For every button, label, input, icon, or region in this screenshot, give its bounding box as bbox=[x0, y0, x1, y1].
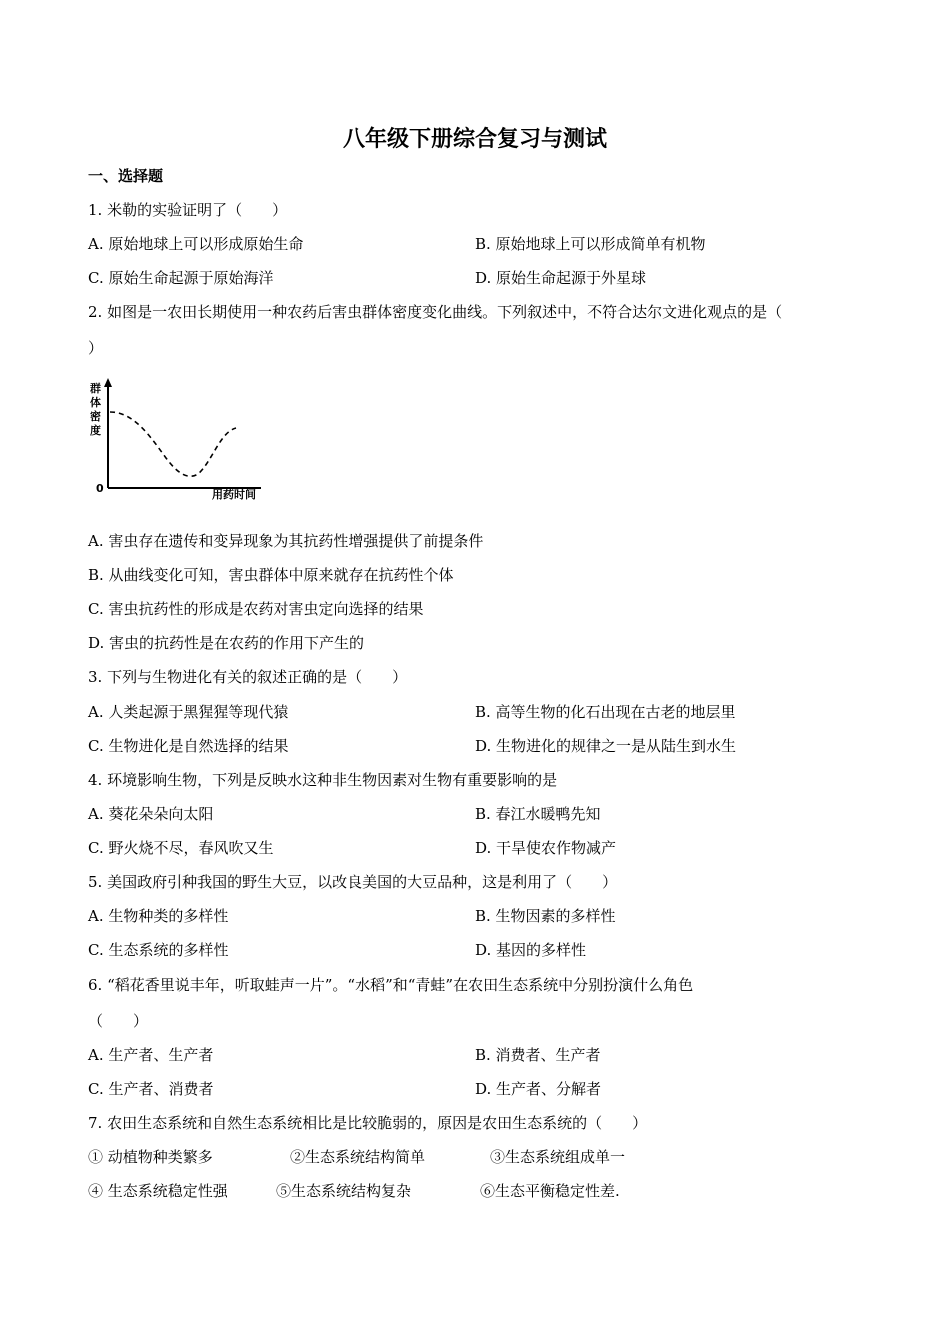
q7-item-1: ① 动植物种类繁多 bbox=[88, 1148, 213, 1166]
y-label-1: 群 bbox=[90, 382, 101, 395]
origin-label: 0 bbox=[96, 482, 104, 495]
q1-option-c: C. 原始生命起源于原始海洋 bbox=[88, 269, 274, 287]
q2-stem-end: ） bbox=[88, 339, 104, 357]
q3-option-b: B. 高等生物的化石出现在古老的地层里 bbox=[475, 703, 736, 721]
q5-option-c: C. 生态系统的多样性 bbox=[88, 941, 229, 959]
q4-stem: 4. 环境影响生物，下列是反映水这种非生物因素对生物有重要影响的是 bbox=[88, 771, 558, 789]
q4-option-b: B. 春江水暖鸭先知 bbox=[475, 805, 601, 823]
y-axis-arrow bbox=[104, 378, 112, 387]
q2-stem: 2. 如图是一农田长期使用一种农药后害虫群体密度变化曲线。下列叙述中，不符合达尔文进化观点的是（ bbox=[88, 303, 783, 321]
q4-option-c: C. 野火烧不尽，春风吹又生 bbox=[88, 839, 274, 857]
density-curve bbox=[110, 412, 236, 476]
q1-option-a: A. 原始地球上可以形成原始生命 bbox=[88, 235, 304, 253]
y-label-2: 体 bbox=[90, 396, 101, 409]
q6-option-d: D. 生产者、分解者 bbox=[475, 1080, 602, 1098]
x-axis-label: 用药时间 bbox=[212, 488, 256, 501]
q5-option-d: D. 基因的多样性 bbox=[475, 941, 587, 959]
y-label-3: 密 bbox=[90, 410, 101, 423]
density-curve-chart bbox=[86, 376, 276, 506]
q2-option-d: D. 害虫的抗药性是在农药的作用下产生的 bbox=[88, 634, 365, 652]
q6-stem-end: （ ） bbox=[88, 1012, 149, 1030]
q3-stem: 3. 下列与生物进化有关的叙述正确的是（ ） bbox=[88, 668, 408, 686]
section-heading: 一、选择题 bbox=[88, 167, 164, 185]
q7-item-5: ⑤生态系统结构复杂 bbox=[276, 1182, 412, 1200]
q6-stem: 6. “稻花香里说丰年，听取蛙声一片”。“水稻”和“青蛙”在农田生态系统中分别扮演什么角色 bbox=[88, 976, 694, 994]
y-label-4: 度 bbox=[90, 424, 101, 437]
q7-item-4: ④ 生态系统稳定性强 bbox=[88, 1182, 228, 1200]
q4-option-a: A. 葵花朵朵向太阳 bbox=[88, 805, 214, 823]
q1-option-b: B. 原始地球上可以形成简单有机物 bbox=[475, 235, 706, 253]
q5-option-b: B. 生物因素的多样性 bbox=[475, 907, 616, 925]
q1-stem: 1. 米勒的实验证明了（ ） bbox=[88, 201, 288, 219]
q7-item-6: ⑥生态平衡稳定性差. bbox=[480, 1182, 620, 1200]
q3-option-c: C. 生物进化是自然选择的结果 bbox=[88, 737, 289, 755]
q4-option-d: D. 干旱使农作物减产 bbox=[475, 839, 617, 857]
q2-option-b: B. 从曲线变化可知，害虫群体中原来就存在抗药性个体 bbox=[88, 566, 454, 584]
q6-option-a: A. 生产者、生产者 bbox=[88, 1046, 214, 1064]
q7-item-3: ③生态系统组成单一 bbox=[490, 1148, 626, 1166]
q2-option-a: A. 害虫存在遗传和变异现象为其抗药性增强提供了前提条件 bbox=[88, 532, 484, 550]
q5-stem: 5. 美国政府引种我国的野生大豆，以改良美国的大豆品种，这是利用了（ ） bbox=[88, 873, 618, 891]
q3-option-d: D. 生物进化的规律之一是从陆生到水生 bbox=[475, 737, 737, 755]
q2-option-c: C. 害虫抗药性的形成是农药对害虫定向选择的结果 bbox=[88, 600, 424, 618]
q7-item-2: ②生态系统结构简单 bbox=[290, 1148, 426, 1166]
q3-option-a: A. 人类起源于黑猩猩等现代猿 bbox=[88, 703, 289, 721]
q5-option-a: A. 生物种类的多样性 bbox=[88, 907, 229, 925]
q6-option-b: B. 消费者、生产者 bbox=[475, 1046, 601, 1064]
q1-option-d: D. 原始生命起源于外星球 bbox=[475, 269, 647, 287]
page-title: 八年级下册综合复习与测试 bbox=[342, 127, 607, 152]
q6-option-c: C. 生产者、消费者 bbox=[88, 1080, 214, 1098]
q7-stem: 7. 农田生态系统和自然生态系统相比是比较脆弱的，原因是农田生态系统的（ ） bbox=[88, 1114, 648, 1132]
